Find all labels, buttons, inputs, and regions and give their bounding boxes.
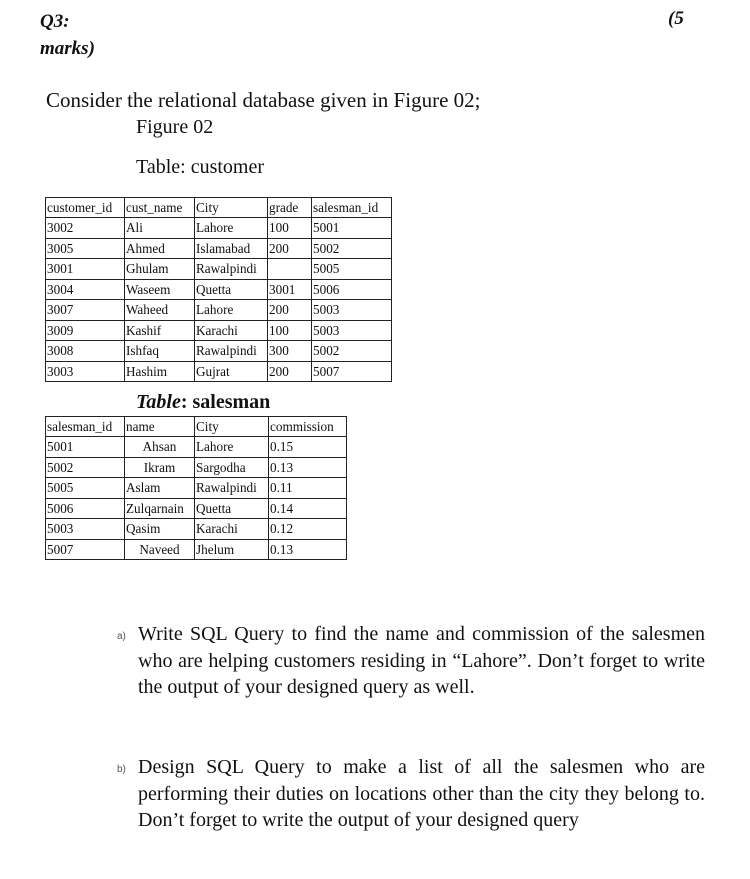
table-header-cell: customer_id: [46, 198, 125, 218]
table-cell: 3004: [46, 279, 125, 300]
marks-value: (5: [668, 8, 684, 29]
table-cell: Karachi: [195, 519, 269, 540]
salesman-table-caption: [136, 391, 270, 414]
table-cell: 100: [268, 320, 312, 341]
table-cell: 0.11: [269, 478, 347, 499]
table-row: [46, 279, 392, 300]
intro-text: Consider the relational database given in Figure 02;: [46, 88, 481, 112]
table-cell: 0.13: [269, 539, 347, 560]
table-cell: Kashif: [125, 320, 195, 341]
table-header-cell: City: [195, 417, 269, 437]
table-cell: 3003: [46, 361, 125, 382]
table-cell: Hashim: [125, 361, 195, 382]
figure-label: Figure 02: [136, 116, 214, 138]
table-cell: Rawalpindi: [195, 341, 268, 362]
table-cell: Ali: [125, 218, 195, 239]
table-cell: 3005: [46, 238, 125, 259]
question-b-text: Design SQL Query to make a list of all the salesmen who are performing their duties on locations other than the city they belong to. Don’t forget to write the output of your designed query: [138, 756, 705, 831]
table-row: [46, 498, 347, 519]
table-row: [46, 320, 392, 341]
table-header-cell: salesman_id: [46, 417, 125, 437]
table-row: [46, 519, 347, 540]
customer-table: [45, 197, 392, 382]
table-cell: 5005: [46, 478, 125, 499]
table-cell: 5007: [312, 361, 392, 382]
customer-table-body: [46, 198, 392, 382]
table-cell: Ghulam: [125, 259, 195, 280]
table-header-cell: commission: [269, 417, 347, 437]
table-cell: 300: [268, 341, 312, 362]
table-row: [46, 218, 392, 239]
table-header-cell: name: [125, 417, 195, 437]
customer-table-caption: Table: customer: [136, 156, 264, 178]
table-row: [46, 457, 347, 478]
table-cell: 3009: [46, 320, 125, 341]
table-row: [46, 300, 392, 321]
table-cell: Waheed: [125, 300, 195, 321]
table-cell: Ikram: [125, 457, 195, 478]
table-cell: 200: [268, 238, 312, 259]
table-row: [46, 361, 392, 382]
table-cell: Lahore: [195, 437, 269, 458]
table-cell: Rawalpindi: [195, 259, 268, 280]
table-cell: 5001: [46, 437, 125, 458]
table-cell: Rawalpindi: [195, 478, 269, 499]
table-cell: 0.13: [269, 457, 347, 478]
table-cell: 5001: [312, 218, 392, 239]
table-cell: Ahmed: [125, 238, 195, 259]
table-cell: 5002: [312, 238, 392, 259]
table-cell: Qasim: [125, 519, 195, 540]
question-heading: [40, 8, 160, 62]
table-cell: 3007: [46, 300, 125, 321]
table-cell: 200: [268, 361, 312, 382]
salesman-caption-italic: Table: [136, 391, 181, 413]
table-row: [46, 539, 347, 560]
table-cell: 3002: [46, 218, 125, 239]
table-cell: Gujrat: [195, 361, 268, 382]
table-cell: 0.14: [269, 498, 347, 519]
table-header-row: [46, 417, 347, 437]
table-cell: 5003: [46, 519, 125, 540]
table-cell: Islamabad: [195, 238, 268, 259]
table-header-row: [46, 198, 392, 218]
table-cell: 5002: [46, 457, 125, 478]
table-cell: 5003: [312, 320, 392, 341]
question-a-label: a): [117, 631, 126, 642]
table-cell: Zulqarnain: [125, 498, 195, 519]
table-header-cell: cust_name: [125, 198, 195, 218]
table-cell: Ahsan: [125, 437, 195, 458]
table-cell: Karachi: [195, 320, 268, 341]
table-cell: 3001: [268, 279, 312, 300]
table-cell: Lahore: [195, 218, 268, 239]
table-cell: 5002: [312, 341, 392, 362]
table-cell: 5003: [312, 300, 392, 321]
table-row: [46, 238, 392, 259]
table-cell: Quetta: [195, 279, 268, 300]
marks-label: marks): [40, 38, 95, 59]
table-cell: 0.12: [269, 519, 347, 540]
table-cell: 5006: [46, 498, 125, 519]
question-b-label: b): [117, 764, 126, 775]
table-cell: Naveed: [125, 539, 195, 560]
table-row: [46, 341, 392, 362]
table-cell: Lahore: [195, 300, 268, 321]
table-cell: Quetta: [195, 498, 269, 519]
table-cell: Aslam: [125, 478, 195, 499]
table-header-cell: City: [195, 198, 268, 218]
question-a-text: Write SQL Query to find the name and commission of the salesmen who are helping customers residing in “Lahore”. Don’t forget to write the output of your designed query as well.: [138, 623, 705, 698]
table-row: [46, 478, 347, 499]
table-row: [46, 437, 347, 458]
table-cell: 100: [268, 218, 312, 239]
table-cell: Sargodha: [195, 457, 269, 478]
table-cell: 3008: [46, 341, 125, 362]
table-cell: Waseem: [125, 279, 195, 300]
salesman-table: [45, 416, 347, 560]
table-cell: 0.15: [269, 437, 347, 458]
table-cell: 200: [268, 300, 312, 321]
table-row: [46, 259, 392, 280]
salesman-caption-rest: : salesman: [180, 391, 271, 413]
table-header-cell: salesman_id: [312, 198, 392, 218]
table-cell: 5006: [312, 279, 392, 300]
table-cell: Jhelum: [195, 539, 269, 560]
table-cell: 3001: [46, 259, 125, 280]
table-cell: [268, 259, 312, 280]
question-number: Q3:: [40, 11, 70, 32]
table-cell: Ishfaq: [125, 341, 195, 362]
table-header-cell: grade: [268, 198, 312, 218]
table-cell: 5007: [46, 539, 125, 560]
table-cell: 5005: [312, 259, 392, 280]
salesman-table-body: [46, 417, 347, 560]
